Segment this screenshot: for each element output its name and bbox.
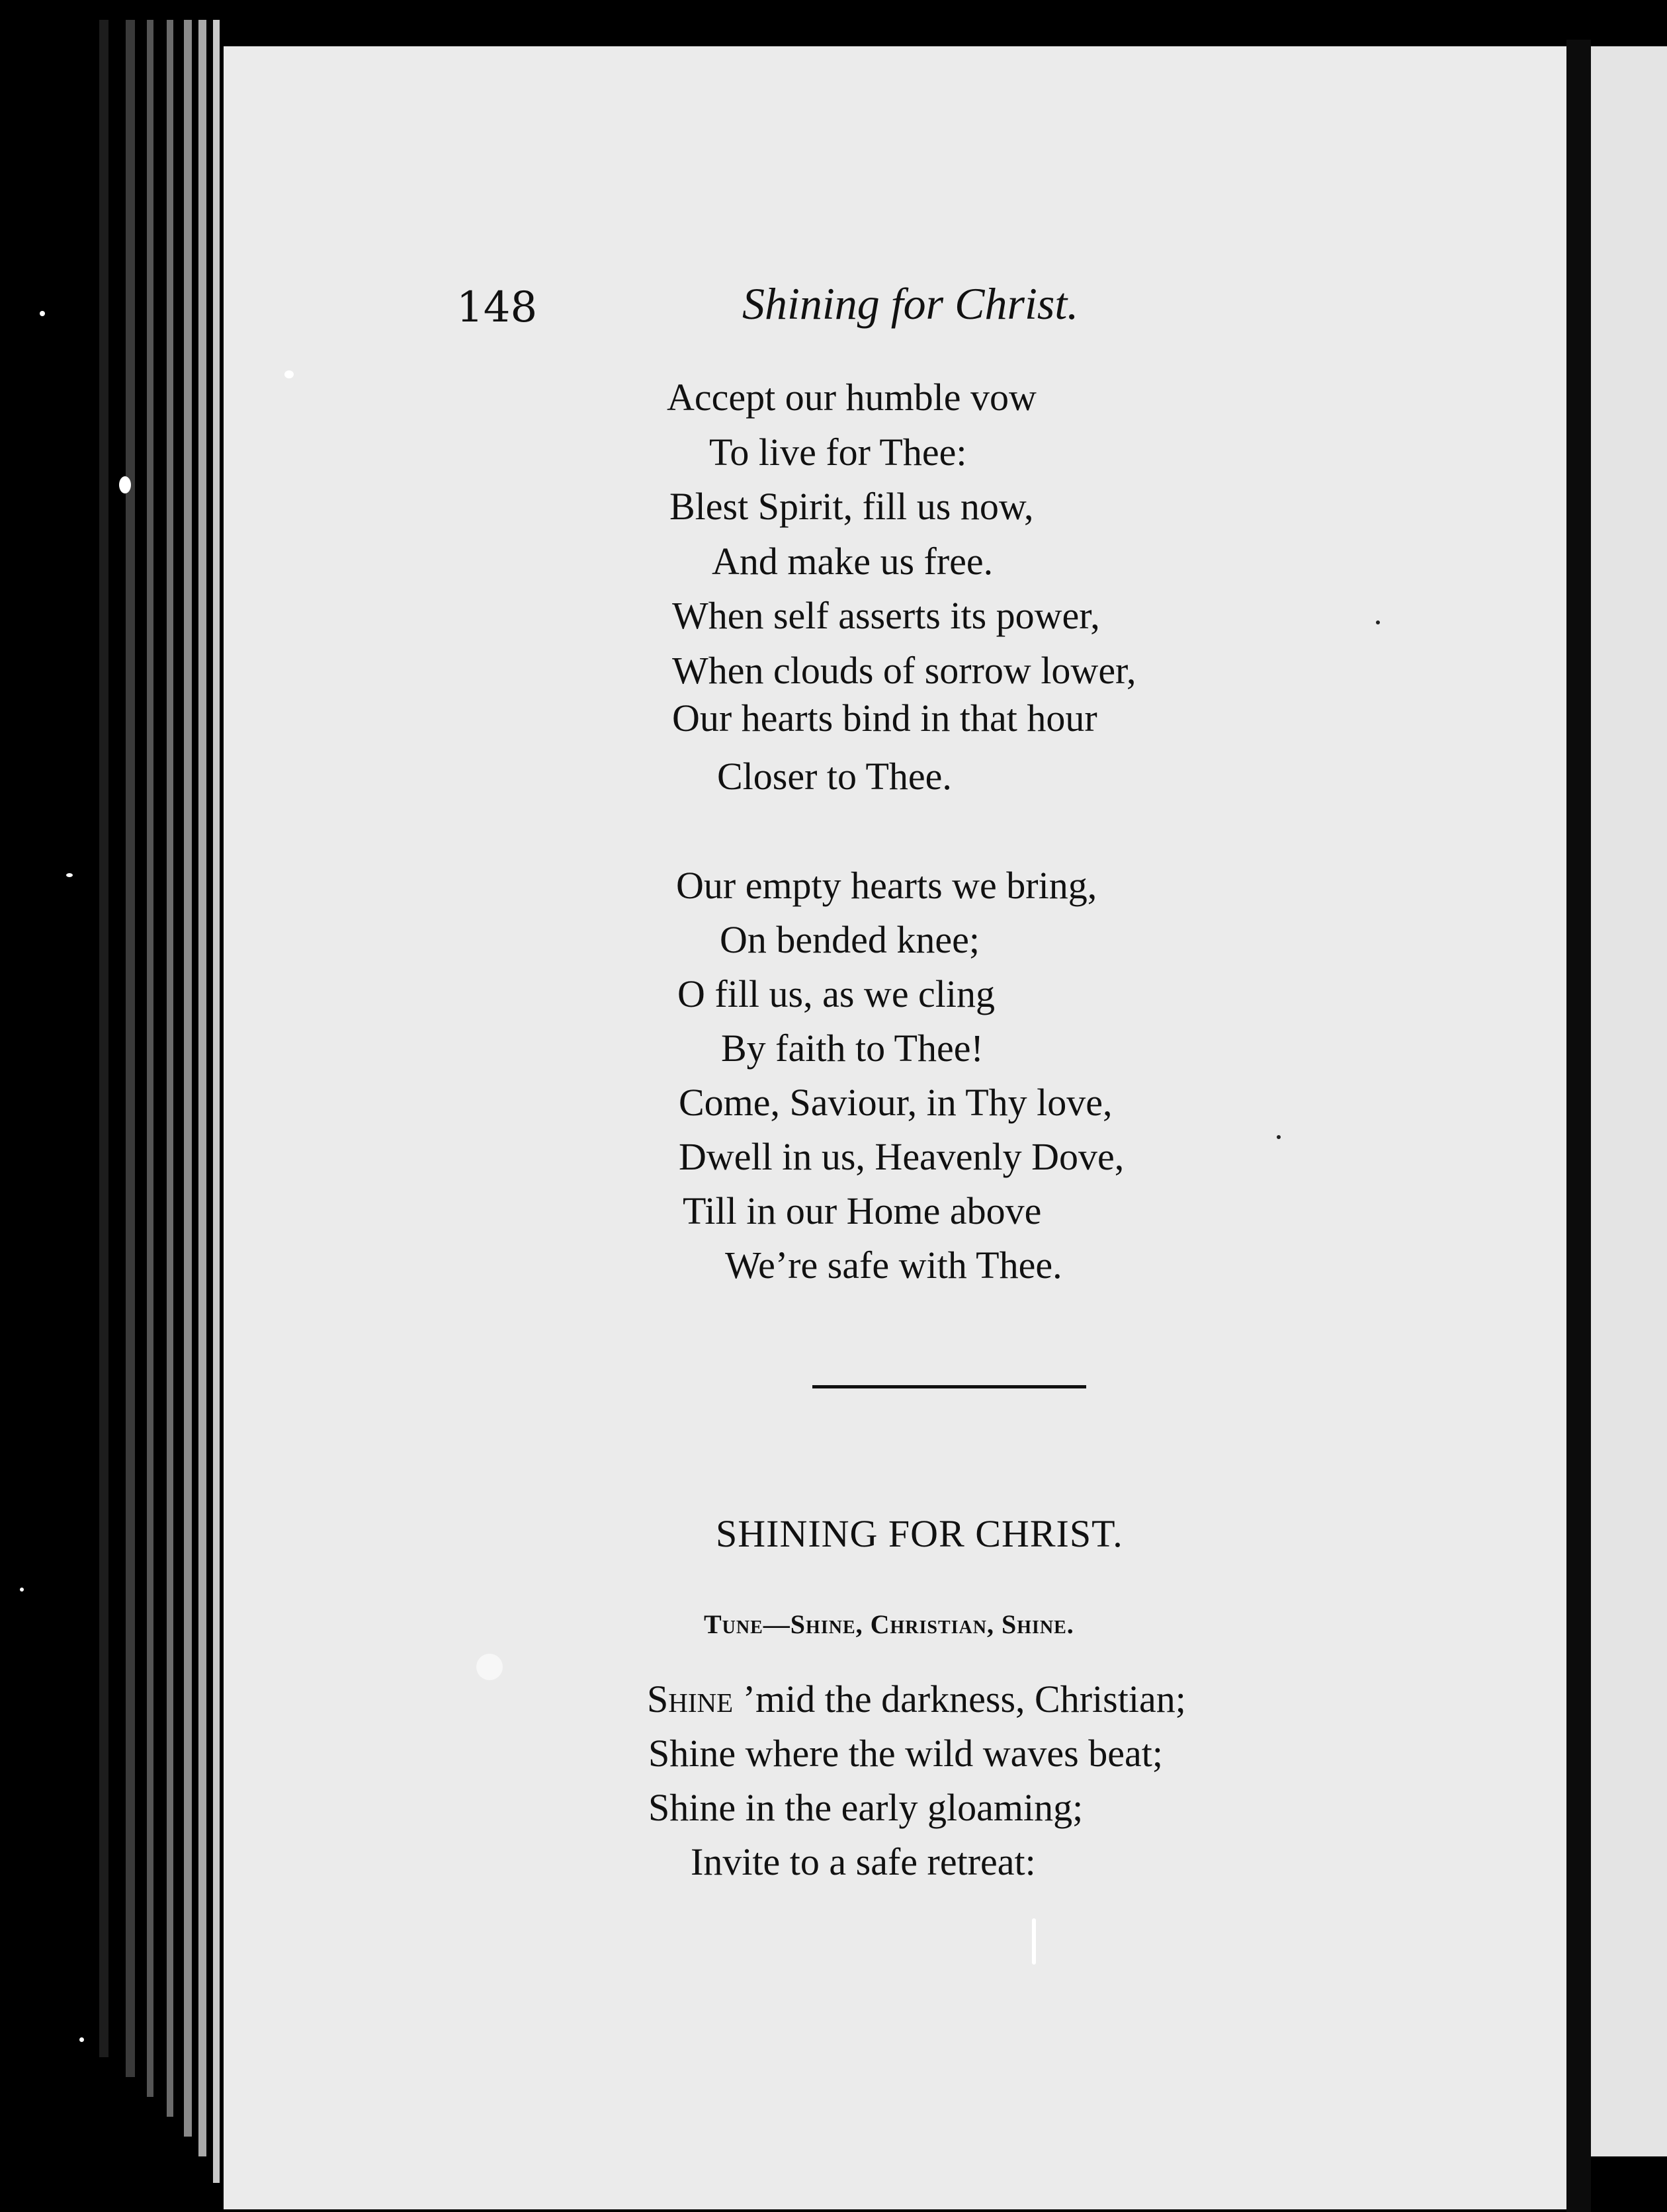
verse-line: Come, Saviour, in Thy love, [679,1081,1113,1124]
page-edge [167,20,173,2117]
verse-line: O fill us, as we cling [677,972,996,1015]
dust-speck [20,1588,24,1592]
tune-line: Tune—Shine, Christian, Shine. [704,1609,1074,1639]
verse-line: When self asserts its power, [672,594,1100,637]
verse-line: On bended knee; [720,918,980,961]
verse-line: Our hearts bind in that hour [672,697,1097,740]
verse-line: When clouds of sorrow lower, [672,649,1136,692]
drop-word: Shine [647,1678,734,1721]
book-gutter [1566,40,1591,2212]
dust-speck [284,370,294,378]
verse-line: Shine where the wild waves beat; [648,1732,1163,1775]
dust-speck [66,873,73,877]
hymn-title: SHINING FOR CHRIST. [716,1512,1123,1555]
dust-speck [476,1654,503,1680]
page-edge [213,20,220,2183]
running-title: Shining for Christ. [742,278,1079,329]
verse-line: Shine in the early gloaming; [648,1786,1084,1829]
verse-line: Till in our Home above [683,1189,1042,1232]
verse-line: We’re safe with Thee. [725,1244,1062,1287]
verse-line: To live for Thee: [709,431,967,474]
verse-line [647,1680,1186,1719]
dust-speck [40,311,45,316]
facing-page-edge [1591,46,1667,2156]
page-edge [99,20,108,2057]
section-divider [812,1385,1086,1388]
dust-speck [1032,1918,1036,1965]
verse-line: Dwell in us, Heavenly Dove, [679,1135,1125,1178]
book-page [224,46,1566,2209]
verse-line-rest: ’mid the darkness, Christian; [733,1678,1186,1721]
verse-line: Closer to Thee. [717,755,952,798]
verse-line: By faith to Thee! [721,1027,984,1070]
dust-speck [1376,620,1380,624]
verse-line: Accept our humble vow [667,376,1037,419]
dust-speck [79,2037,84,2042]
page-edge [198,20,206,2156]
verse-line: Blest Spirit, fill us now, [669,485,1034,528]
page-edge [147,20,153,2097]
dust-speck [119,476,131,493]
verse-line: Our empty hearts we bring, [676,864,1097,907]
dust-speck [1277,1135,1281,1139]
page-edge [184,20,192,2137]
verse-line: And make us free. [712,540,994,583]
page-number: 148 [456,283,538,332]
verse-line: Invite to a safe retreat: [691,1840,1036,1883]
page-edge [126,20,135,2077]
